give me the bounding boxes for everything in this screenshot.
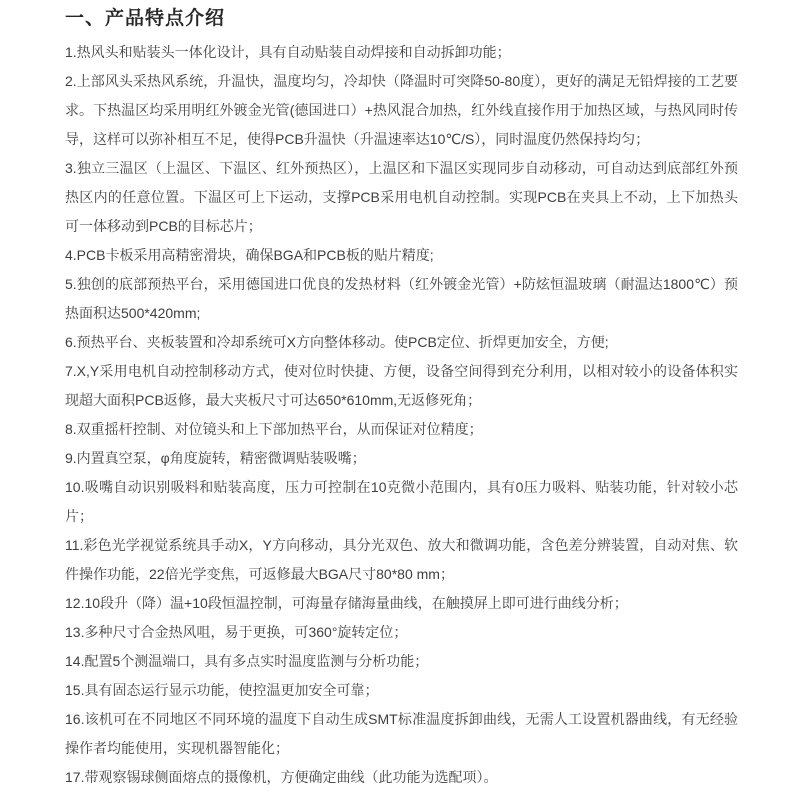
feature-item: 15.具有固态运行显示功能，使控温更加安全可靠； — [65, 682, 379, 698]
feature-item: 10.吸嘴自动识别吸料和贴装高度，压力可控制在10克微小范围内，具有0压力吸料、贴装功能，针对较小芯片； — [65, 479, 738, 524]
feature-item: 2.上部风头采热风系统，升温快，温度均匀，冷却快（降温时可突降50-80度），更好的满足无铅焊接的工艺要求。下热温区均采用明红外镀金光管(德国进口）+热风混合加热，红外线直接作用于加热区域，与热风同时传导，这样可以弥补相互不足，使得PCB升温快（升温速率达10℃/S），同时温度仍然保持均匀； — [65, 73, 738, 147]
feature-item: 5.独创的底部预热平台，采用德国进口优良的发热材料（红外镀金光管）+防炫恒温玻璃（耐温达1800℃）预热面积达500*420mm; — [65, 276, 738, 321]
feature-item: 12.10段升（降）温+10段恒温控制，可海量存储海量曲线，在触摸屏上即可进行曲线分析； — [65, 595, 628, 611]
feature-item: 6.预热平台、夹板装置和冷却系统可X方向整体移动。使PCB定位、折焊更加安全，方便; — [65, 334, 609, 350]
feature-item: 16.该机可在不同地区不同环境的温度下自动生成SMT标准温度拆卸曲线，无需人工设置机器曲线，有无经验操作者均能使用，实现机器智能化； — [65, 711, 738, 756]
feature-item: 14.配置5个测温端口，具有多点实时温度监测与分析功能； — [65, 653, 429, 669]
feature-item: 3.独立三温区（上温区、下温区、红外预热区），上温区和下温区实现同步自动移动，可自动达到底部红外预热区内的任意位置。下温区可上下运动，支撑PCB采用电机自动控制。实现PCB在夹具上不动，上下加热头可一体移动到PCB的目标芯片； — [65, 160, 738, 234]
feature-item: 7.X,Y采用电机自动控制移动方式，使对位时快捷、方便，设备空间得到充分利用，以相对较小的设备体积实现超大面积PCB返修，最大夹板尺寸可达650*610mm,无返修死角； — [65, 363, 738, 408]
feature-item: 4.PCB卡板采用高精密滑块，确保BGA和PCB板的贴片精度; — [65, 247, 434, 263]
feature-item: 8.双重摇杆控制、对位镜头和上下部加热平台，从而保证对位精度； — [65, 421, 483, 437]
feature-item: 13.多种尺寸合金热风咀，易于更换，可360°旋转定位； — [65, 624, 408, 640]
feature-item: 11.彩色光学视觉系统具手动X，Y方向移动，具分光双色、放大和微调功能，含色差分辨装置，自动对焦、软件操作功能，22倍光学变焦，可返修最大BGA尺寸80*80 mm； — [65, 537, 738, 582]
feature-item: 17.带观察锡球侧面熔点的摄像机，方便确定曲线（此功能为选配项）。 — [65, 769, 498, 785]
feature-item: 1.热风头和贴装头一体化设计，具有自动贴装自动焊接和自动拆卸功能； — [65, 44, 511, 60]
page-title: 一、产品特点介绍 — [65, 8, 226, 29]
feature-item: 9.内置真空泵，φ角度旋转，精密微调贴装吸嘴； — [65, 450, 366, 466]
